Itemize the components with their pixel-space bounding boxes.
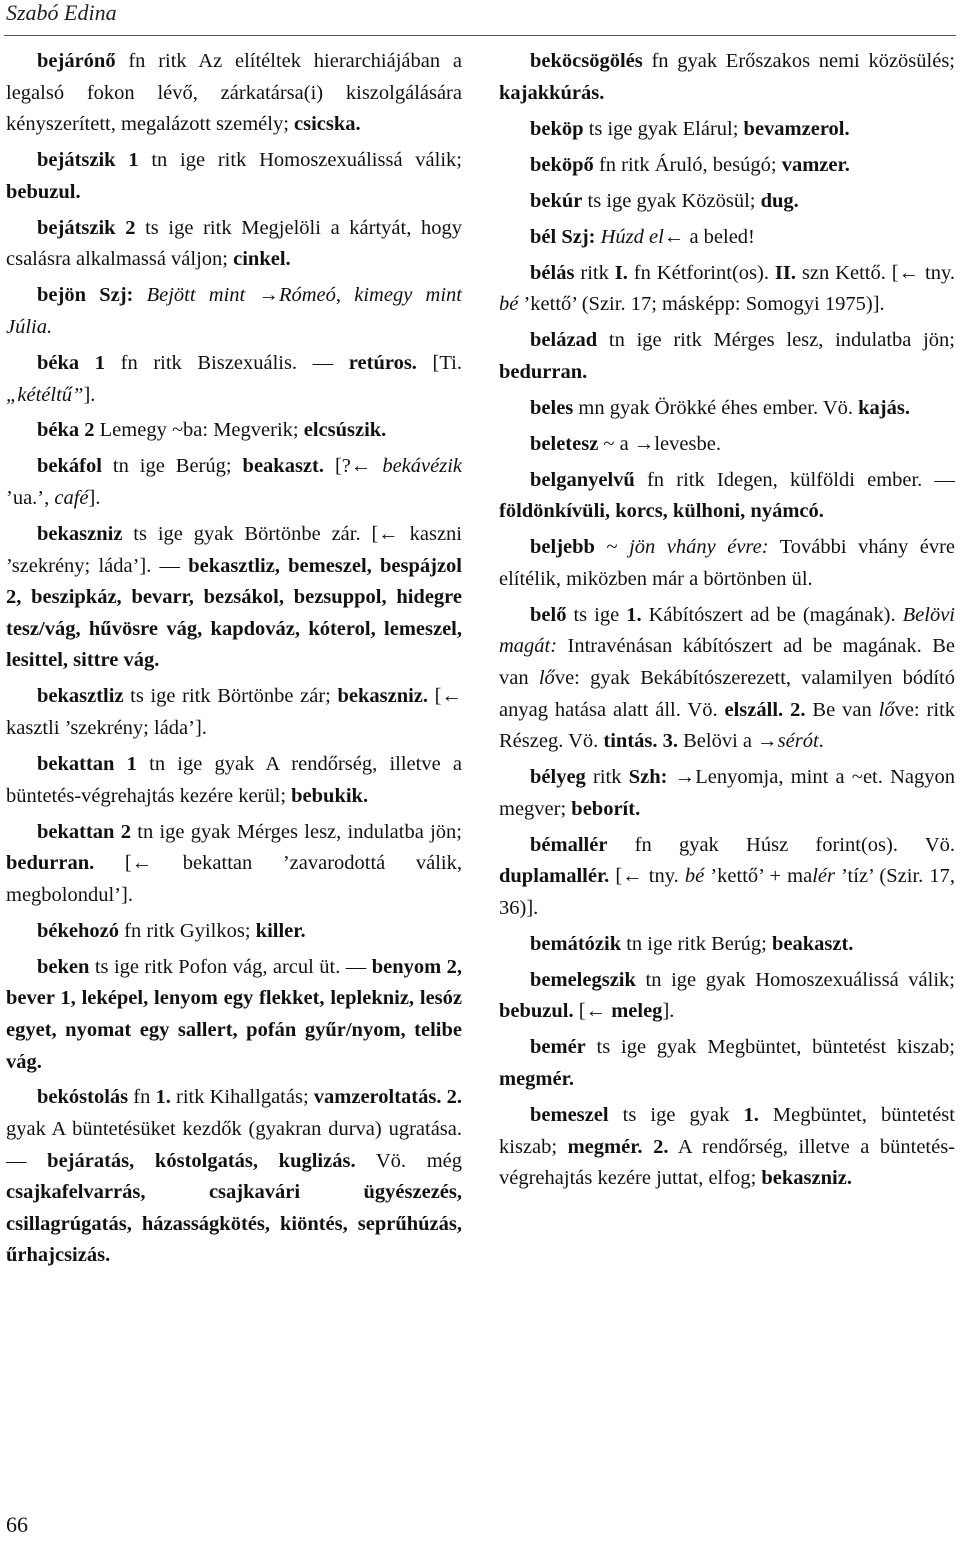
entry-text: [?← xyxy=(323,455,383,478)
entry-headword: elszáll. xyxy=(724,698,784,721)
entry-text: [← bekattan ’zavarodottá válik, megbolondul’]. xyxy=(6,852,462,906)
entry-headword: bekóstolás xyxy=(37,1086,129,1109)
entry-headword: elcsúszik. xyxy=(303,419,387,442)
entry-text: ~ a →levesbe. xyxy=(598,432,721,455)
entry-headword: tintás. xyxy=(603,730,658,753)
entry-italic: lér xyxy=(812,865,836,888)
entry-text: ]. xyxy=(83,383,96,406)
entry-text: tn ige Berúg; xyxy=(101,455,243,478)
entry-text: Kábítószert ad be (magának). xyxy=(641,603,903,626)
entry-headword: bejátszik 1 xyxy=(37,149,139,172)
entry-text: [← xyxy=(573,1000,612,1023)
entry-headword: bedurran. xyxy=(6,852,95,875)
entry-headword: 2. xyxy=(653,1135,669,1158)
entry-text xyxy=(643,1136,654,1158)
entry-text: ritk xyxy=(574,261,615,284)
entry-headword: beken xyxy=(37,955,90,978)
entry-text: ]. xyxy=(662,1000,675,1023)
entry-text: ts ige ritk Megjelöli a kártyát, hogy csalásra alkalmassá váljon; xyxy=(6,216,462,271)
entry-headword: benyom 2, bever 1, leképel, lenyom egy flekket, leplekniz, lesóz egyet, nyomat egy sallert, pofán gyűr/nyom, telibe vág. xyxy=(6,955,462,1073)
entry-headword: bekaszniz. xyxy=(761,1167,852,1190)
entry-text: ts ige gyak Elárul; xyxy=(583,117,744,140)
entry-italic: Belövi magát: xyxy=(499,603,955,658)
dictionary-entry xyxy=(6,681,462,744)
entry-text: . xyxy=(818,730,824,753)
dictionary-entry xyxy=(6,280,462,343)
entry-headword: cinkel. xyxy=(233,248,291,271)
entry-headword: megmér. xyxy=(567,1135,643,1158)
entry-headword: 2. xyxy=(446,1086,463,1109)
left-column xyxy=(6,46,462,1276)
entry-italic: Bejött mint →Rómeó, kimegy mint Júlia. xyxy=(6,284,462,338)
entry-text: fn gyak Erőszakos nemi közösülés; xyxy=(642,50,955,72)
dictionary-entry xyxy=(6,916,462,948)
dictionary-entry xyxy=(499,258,955,321)
entry-headword: beakaszt. xyxy=(242,455,324,478)
dictionary-entry xyxy=(499,325,955,388)
entry-headword: bekattan 2 xyxy=(37,820,131,843)
entry-italic: café xyxy=(54,487,89,510)
entry-text: Megbüntet, büntetést kiszab; xyxy=(499,1104,955,1158)
entry-text: ’kettő’ + ma xyxy=(704,865,813,888)
entry-text: ts ige gyak Megbüntet, büntetést kiszab; xyxy=(585,1036,955,1059)
dictionary-entry xyxy=(6,145,462,208)
entry-headword: bemeszel xyxy=(530,1104,609,1127)
entry-text: tn ige ritk Berúg; xyxy=(621,932,772,955)
entry-headword: csicska. xyxy=(294,113,361,136)
entry-headword: béka 2 xyxy=(37,419,95,442)
entry-text: ritk Kihallgatás; xyxy=(170,1086,314,1109)
entry-text: Vö. még xyxy=(355,1149,463,1172)
entry-headword: bélás xyxy=(530,261,575,284)
entry-headword: csajkafelvarrás, csajkavári ügyészezés, csillagrúgatás, házasságkötés, kiöntés, seprűhúzás, űrhajcsizás. xyxy=(6,1181,462,1267)
entry-headword: 1. xyxy=(626,603,642,626)
entry-headword: bebuzul. xyxy=(6,180,81,203)
entry-headword: bekaszniz xyxy=(37,523,123,546)
entry-headword: belő xyxy=(530,603,567,626)
dictionary-entry xyxy=(499,1100,955,1195)
entry-headword: belganyelvű xyxy=(530,468,635,491)
entry-text: Intravénásan kábítószert ad be magának. Be van xyxy=(499,635,955,689)
entry-italic: bé xyxy=(684,865,705,888)
entry-headword: beköpő xyxy=(530,153,594,176)
entry-headword: 3. xyxy=(662,730,678,753)
entry-headword: 1. xyxy=(155,1086,171,1109)
dictionary-entry xyxy=(499,186,955,218)
entry-italic: bekávézik xyxy=(382,455,462,478)
entry-italic: „kétéltű” xyxy=(6,383,84,406)
entry-headword: földönkívüli, korcs, külhoni, nyámcó. xyxy=(499,500,824,523)
entry-headword: bekasztliz xyxy=(37,685,124,708)
entry-headword: bedurran. xyxy=(499,360,588,383)
entry-italic: bé xyxy=(499,293,519,316)
entry-headword: bekáfol xyxy=(37,455,102,478)
entry-headword: 2. xyxy=(790,698,806,721)
entry-text: ts ige ritk Pofon vág, arcul üt. — xyxy=(89,955,372,978)
entry-headword: beljebb xyxy=(530,536,595,559)
entry-text: tn ige ritk Homoszexuálissá válik; xyxy=(138,149,462,172)
entry-headword: vamzeroltatás. xyxy=(313,1086,442,1109)
dictionary-entry xyxy=(499,429,955,461)
entry-headword: bélyeg xyxy=(530,766,586,789)
dictionary-entry xyxy=(499,46,955,109)
entry-text: fn ritk Gyilkos; xyxy=(119,919,256,942)
entry-text: [← kasztli ’szekrény; láda’]. xyxy=(6,685,462,739)
page-number: 66 xyxy=(6,1512,28,1537)
running-head-author: Szabó Edina xyxy=(6,0,117,25)
entry-italic: Húzd el xyxy=(600,225,664,248)
entry-headword: beköcsögölés xyxy=(530,50,643,72)
entry-text: ts ige gyak xyxy=(608,1104,744,1127)
entry-headword: beles xyxy=(530,396,574,419)
entry-headword: bevamzerol. xyxy=(743,117,850,140)
entry-text: fn ritk Idegen, külföldi ember. — xyxy=(634,468,955,491)
dictionary-entry xyxy=(499,929,955,961)
entry-text: ts ige ritk Börtönbe zár; xyxy=(123,685,338,708)
entry-text: fn ritk Az elítéltek hierarchiájában a legalsó fokon lévő, zárkatársa(i) kiszolgálására kényszerített, megalázott személy; xyxy=(6,50,462,136)
dictionary-entry xyxy=(6,952,462,1078)
entry-text: fn Kétforint(os). xyxy=(627,261,775,284)
entry-italic: lő xyxy=(538,666,555,689)
entry-headword: bemér xyxy=(530,1036,586,1059)
entry-text: fn ritk Áruló, besúgó; xyxy=(593,153,782,176)
entry-text: gyak A büntetésüket kezdők (gyakran durva) ugratása. — xyxy=(6,1118,462,1172)
entry-headword: beletesz xyxy=(530,432,599,455)
entry-text: →Lenyomja, mint a ~et. Nagyon megver; xyxy=(499,766,956,820)
entry-headword: 1. xyxy=(743,1104,759,1127)
entry-text: szn Kettő. [← tny. xyxy=(795,261,956,284)
entry-headword: dug. xyxy=(760,189,799,212)
dictionary-entry xyxy=(499,393,955,425)
entry-text: Be van xyxy=(805,698,879,721)
entry-headword: bebukik. xyxy=(291,784,369,807)
dictionary-entry xyxy=(499,1032,955,1095)
entry-text: fn gyak Húsz forint(os). Vö. xyxy=(607,833,955,856)
entry-text: tn ige ritk Mérges lesz, indulatba jön; xyxy=(597,329,955,352)
dictionary-entry xyxy=(499,150,955,182)
entry-text: ts ige xyxy=(566,603,627,626)
entry-italic: sérót xyxy=(777,730,819,753)
entry-headword: bekúr xyxy=(530,189,583,212)
right-column xyxy=(499,46,955,1199)
entry-text: ritk xyxy=(585,766,629,789)
entry-headword: meleg xyxy=(611,1000,663,1023)
entry-italic: jön vhány évre: xyxy=(629,536,769,559)
entry-headword: kajakkúrás. xyxy=(499,81,605,104)
entry-text: A rendőrség, illetve a büntetés-végrehajtás kezére juttat, elfog; xyxy=(499,1135,956,1190)
entry-text: tn ige gyak Homoszexuálissá válik; xyxy=(635,968,955,991)
entry-headword: bél Szj: xyxy=(530,225,596,248)
entry-headword: bebuzul. xyxy=(499,1000,574,1023)
entry-headword: duplamallér. xyxy=(499,865,610,888)
entry-headword: bémallér xyxy=(530,833,608,856)
entry-headword: bejáratás, kóstolgatás, kuglizás. xyxy=(47,1149,356,1172)
entry-headword: beköp xyxy=(530,117,584,140)
dictionary-entry xyxy=(6,519,462,677)
entry-text: fn xyxy=(128,1086,156,1109)
entry-text: Belövi a → xyxy=(678,730,778,753)
dictionary-entry xyxy=(499,222,955,254)
entry-headword: megmér. xyxy=(499,1068,574,1091)
entry-text: Lemegy ~ba: Megverik; xyxy=(94,419,304,442)
entry-text: További vhány évre elítélik, miközben már a börtönben ül. xyxy=(499,536,956,590)
entry-headword: I. xyxy=(614,261,628,284)
entry-text: ’ua.’, xyxy=(6,487,55,510)
entry-headword: killer. xyxy=(255,919,306,942)
dictionary-entry xyxy=(6,348,462,411)
entry-text: mn gyak Örökké éhes ember. Vö. xyxy=(573,396,859,419)
entry-text: ~ xyxy=(594,536,630,559)
entry-headword: vamzer. xyxy=(781,153,850,176)
entry-headword: bekaszniz. xyxy=(337,685,429,708)
entry-text xyxy=(133,284,146,306)
entry-text: tn ige gyak Mérges lesz, indulatba jön; xyxy=(130,820,462,843)
entry-headword: bekasztliz, bemeszel, bespájzol 2, beszipkáz, bevarr, bezsákol, bezsuppol, hidegre tesz/vág, hűvösre vág, kapdováz, kóterol, lemeszel, lesittel, sittre vág. xyxy=(6,554,463,672)
dictionary-entry xyxy=(499,532,955,595)
dictionary-entry xyxy=(6,451,462,514)
dictionary-entry xyxy=(499,600,955,758)
entry-text: [← tny. xyxy=(609,865,685,888)
entry-text: ’tíz’ (Szir. 17, 36)]. xyxy=(499,865,955,919)
dictionary-entry xyxy=(6,817,462,912)
entry-headword: Szh: xyxy=(628,766,668,789)
entry-headword: bejátszik 2 xyxy=(37,216,136,239)
dictionary-entry xyxy=(499,830,955,925)
dictionary-entry xyxy=(6,749,462,812)
entry-text: ’kettő’ (Szir. 17; másképp: Somogyi 1975)]. xyxy=(518,293,885,316)
entry-text: ts ige gyak Börtönbe zár. [← kaszni ’szekrény; láda’]. — xyxy=(6,523,462,577)
entry-headword: belázad xyxy=(530,329,598,352)
entry-text: ve: gyak Bekábítószerezett, valamilyen bódító anyag hatása alatt áll. Vö. xyxy=(499,666,955,721)
entry-text: ts ige gyak Közösül; xyxy=(582,189,761,212)
entry-text: tn ige gyak A rendőrség, illetve a büntetés-végrehajtás kezére kerül; xyxy=(6,752,462,807)
dictionary-entry xyxy=(499,114,955,146)
entry-headword: retúros. xyxy=(348,351,417,374)
dictionary-entry xyxy=(499,465,955,528)
entry-headword: beakaszt. xyxy=(772,932,854,955)
dictionary-entry xyxy=(6,46,462,141)
header-rule xyxy=(4,35,956,36)
entry-headword: II. xyxy=(774,261,796,284)
entry-headword: kajás. xyxy=(858,396,910,419)
dictionary-entry xyxy=(6,1082,462,1272)
entry-headword: bejárónő xyxy=(37,50,116,72)
entry-text: ve: ritk Részeg. Vö. xyxy=(499,698,956,753)
entry-italic: lő xyxy=(878,698,895,721)
entry-text: fn ritk Biszexuális. — xyxy=(105,351,349,374)
entry-headword: bekattan 1 xyxy=(37,752,137,775)
dictionary-entry xyxy=(6,415,462,447)
dictionary-entry xyxy=(499,762,955,825)
entry-headword: bejön Szj: xyxy=(37,284,134,307)
entry-headword: bemátózik xyxy=(530,932,622,955)
dictionary-entry xyxy=(499,965,955,1028)
entry-text: ← a beled! xyxy=(663,225,755,248)
entry-text: ]. xyxy=(88,487,101,510)
entry-text: [Ti. xyxy=(416,351,463,374)
dictionary-entry xyxy=(6,213,462,276)
entry-headword: beborít. xyxy=(571,797,641,820)
entry-headword: békehozó xyxy=(37,919,119,942)
entry-headword: béka 1 xyxy=(37,351,106,374)
entry-headword: bemelegszik xyxy=(530,968,636,991)
